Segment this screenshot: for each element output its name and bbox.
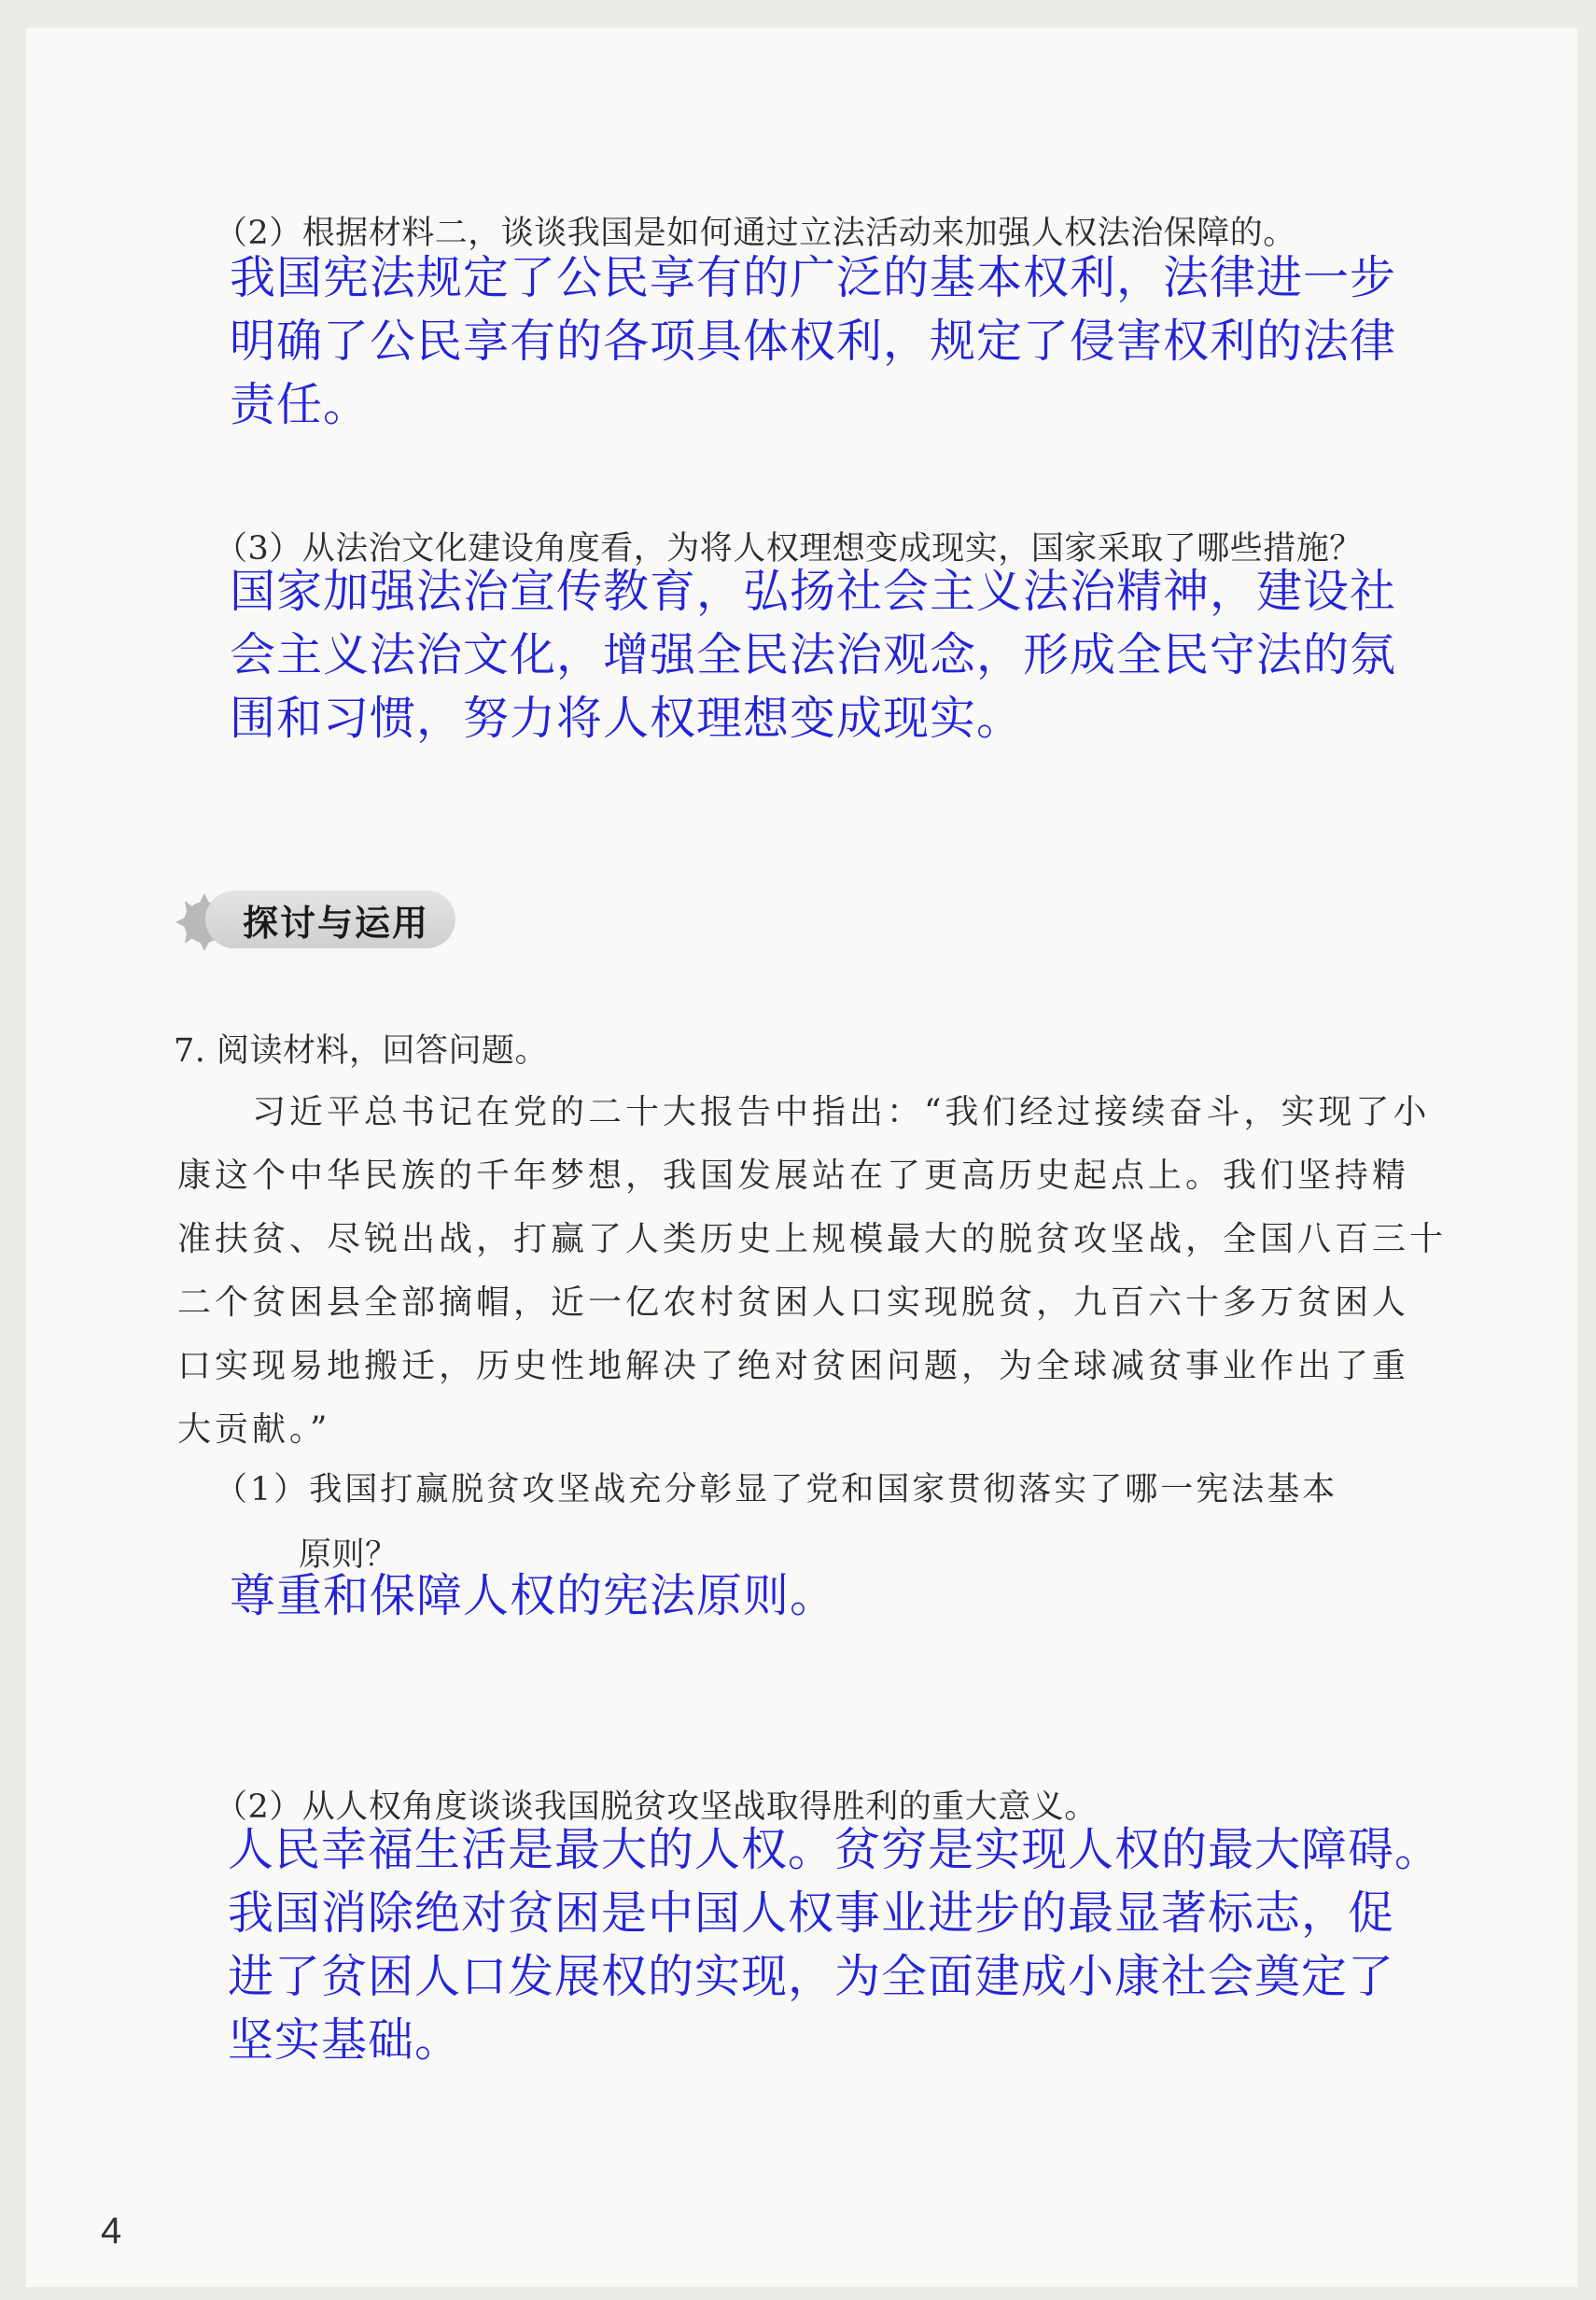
section-title-pill bbox=[205, 891, 455, 948]
question-7-1-line1: （1）我国打赢脱贫攻坚战充分彰显了党和国家贯彻落实了哪一宪法基本 bbox=[215, 1471, 1338, 1508]
question-7-1-line2: 原则？ bbox=[299, 1536, 399, 1574]
answer-line: 责任。 bbox=[230, 378, 371, 431]
answer-6-2 bbox=[230, 246, 1396, 437]
answer-line: 明确了公民享有的各项具体权利，规定了侵害权利的法律 bbox=[230, 315, 1397, 368]
answer-line: 人民幸福生活是最大的人权。贫穷是实现人权的最大障碍。 bbox=[228, 1823, 1442, 1876]
material-line: 二个贫困县全部摘帽，近一亿农村贫困人口实现脱贫，九百六十多万贫困人 bbox=[177, 1283, 1410, 1322]
answer-6-3 bbox=[230, 560, 1396, 750]
answer-line: 围和习惯，努力将人权理想变成现实。 bbox=[230, 692, 1024, 745]
question-6-2: （2）根据材料二，谈谈我国是如何通过立法活动来加强人权法治保障的。 bbox=[215, 215, 1296, 252]
answer-line: 会主义法治文化，增强全民法治观念，形成全民守法的氛 bbox=[230, 628, 1397, 681]
answer-7-1 bbox=[230, 1564, 836, 1628]
answer-line: 坚实基础。 bbox=[228, 2013, 462, 2067]
question-7-2: （2）从人权角度谈谈我国脱贫攻坚战取得胜利的重大意义。 bbox=[215, 1788, 1098, 1826]
question-7-stem: 7. 阅读材料，回答问题。 bbox=[174, 1032, 549, 1070]
material-line: 准扶贫、尽锐出战，打赢了人类历史上规模最大的脱贫攻坚战，全国八百三十 bbox=[177, 1220, 1448, 1258]
section-title: 探讨与运用 bbox=[243, 902, 430, 944]
answer-line: 国家加强法治宣传教育，弘扬社会主义法治精神，建设社 bbox=[230, 565, 1397, 618]
answer-line: 我国宪法规定了公民享有的广泛的基本权利，法律进一步 bbox=[230, 251, 1397, 304]
material-line: 口实现易地搬迁，历史性地解决了绝对贫困问题，为全球减贫事业作出了重 bbox=[177, 1347, 1410, 1385]
material-line: 康这个中华民族的千年梦想，我国发展站在了更高历史起点上。我们坚持精 bbox=[177, 1157, 1410, 1195]
material-line: 习近平总书记在党的二十大报告中指出：“我们经过接续奋斗，实现了小 bbox=[177, 1093, 1431, 1131]
answer-line: 进了贫困人口发展权的实现，为全面建成小康社会奠定了 bbox=[228, 1950, 1395, 2003]
answer-7-2 bbox=[228, 1818, 1441, 2072]
page-number: 4 bbox=[101, 2210, 122, 2251]
material-line: 大贡献。” bbox=[177, 1410, 331, 1449]
section-header bbox=[177, 882, 455, 957]
answer-line: 我国消除绝对贫困是中国人权事业进步的最显著标志，促 bbox=[228, 1886, 1395, 1940]
question-6-3: （3）从法治文化建设角度看，为将人权理想变成现实，国家采取了哪些措施？ bbox=[215, 530, 1363, 568]
reading-material bbox=[177, 1081, 1465, 1462]
answer-line: 尊重和保障人权的宪法原则。 bbox=[230, 1569, 837, 1622]
